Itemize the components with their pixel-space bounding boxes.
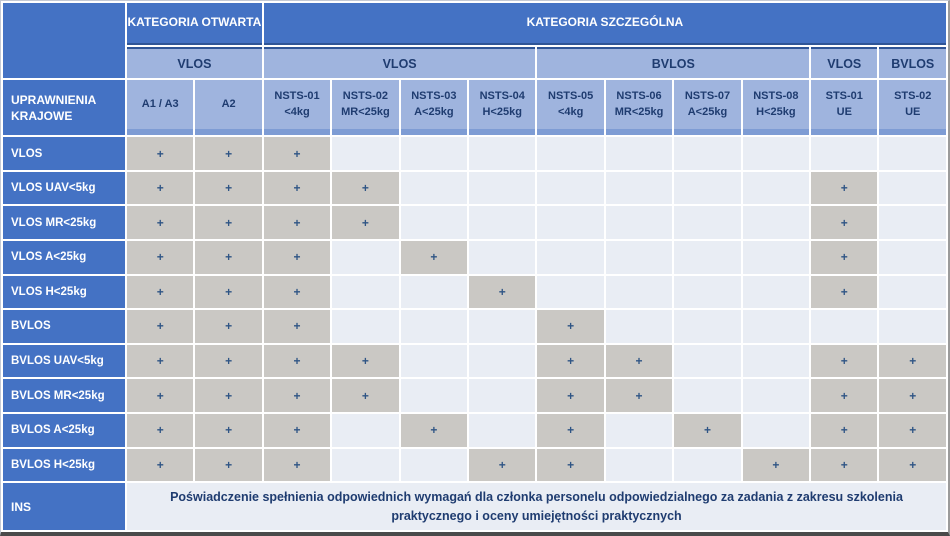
matrix-cell-granted: + [332, 172, 398, 205]
matrix-cell-granted: + [811, 449, 877, 482]
matrix-cell-empty [743, 379, 809, 412]
matrix-cell-granted: + [195, 206, 261, 239]
category-group-header: KATEGORIA SZCZEGÓLNA [264, 3, 946, 45]
table-row [3, 137, 946, 170]
column-code: NSTS-03 [411, 90, 457, 103]
ins-row-header: INS [3, 483, 125, 530]
matrix-cell-empty [879, 206, 946, 239]
matrix-cell-empty [674, 345, 740, 378]
matrix-cell-empty [401, 310, 467, 343]
table-row [3, 172, 946, 205]
matrix-cell-granted: + [537, 414, 603, 447]
matrix-cell-empty [537, 137, 603, 170]
matrix-cell-granted: + [811, 276, 877, 309]
column-code: NSTS-05 [548, 90, 594, 103]
matrix-cell-granted: + [195, 345, 261, 378]
table-row [3, 241, 946, 274]
matrix-cell-empty [743, 345, 809, 378]
matrix-cell-empty [743, 137, 809, 170]
matrix-cell-granted: + [264, 379, 330, 412]
matrix-cell-empty [469, 310, 535, 343]
matrix-cell-empty [606, 276, 672, 309]
matrix-cell-empty [401, 449, 467, 482]
matrix-cell-empty [401, 345, 467, 378]
matrix-cell-empty [879, 172, 946, 205]
matrix-cell-granted: + [127, 172, 193, 205]
matrix-cell-empty [674, 137, 740, 170]
matrix-cell-empty [879, 137, 946, 170]
matrix-cell-empty [469, 172, 535, 205]
column-header [811, 80, 877, 135]
column-code: A2 [221, 98, 236, 111]
matrix-cell-empty [537, 276, 603, 309]
row-header: BVLOS A<25kg [3, 414, 125, 447]
header-row-subgroups [3, 47, 946, 79]
matrix-cell-empty [332, 137, 398, 170]
matrix-cell-empty [332, 310, 398, 343]
matrix-cell-empty [606, 414, 672, 447]
matrix-cell-empty [332, 449, 398, 482]
matrix-cell-granted: + [879, 345, 946, 378]
matrix-cell-empty [401, 137, 467, 170]
matrix-cell-granted: + [401, 414, 467, 447]
matrix-cell-granted: + [811, 414, 877, 447]
matrix-cell-granted: + [264, 414, 330, 447]
column-subcode: A<25kg [687, 105, 728, 118]
matrix-cell-granted: + [811, 345, 877, 378]
corner-cell [3, 3, 125, 78]
matrix-cell-granted: + [195, 414, 261, 447]
matrix-cell-empty [674, 379, 740, 412]
matrix-cell-empty [537, 241, 603, 274]
column-code: NSTS-08 [753, 90, 799, 103]
matrix-cell-granted: + [264, 276, 330, 309]
row-header: VLOS [3, 137, 125, 170]
row-header: VLOS UAV<5kg [3, 172, 125, 205]
matrix-cell-granted: + [811, 172, 877, 205]
column-subcode: <4kg [557, 105, 584, 118]
column-header [127, 80, 193, 135]
matrix-cell-empty [332, 276, 398, 309]
matrix-cell-granted: + [127, 206, 193, 239]
matrix-cell-granted: + [195, 137, 261, 170]
matrix-cell-granted: + [127, 310, 193, 343]
column-code: NSTS-06 [616, 90, 662, 103]
header-row-columns [3, 80, 946, 135]
column-header [195, 80, 261, 135]
qualification-matrix-table [1, 1, 948, 532]
matrix-cell-granted: + [537, 379, 603, 412]
matrix-cell-granted: + [127, 379, 193, 412]
matrix-cell-granted: + [127, 276, 193, 309]
matrix-cell-granted: + [879, 414, 946, 447]
matrix-cell-empty [401, 206, 467, 239]
matrix-cell-granted: + [332, 379, 398, 412]
matrix-cell-granted: + [537, 310, 603, 343]
matrix-cell-granted: + [195, 449, 261, 482]
column-code: NSTS-04 [479, 90, 525, 103]
header-row-groups [3, 3, 946, 45]
matrix-cell-granted: + [127, 449, 193, 482]
matrix-cell-empty [879, 241, 946, 274]
column-subcode: UE [905, 105, 921, 118]
matrix-cell-empty [469, 414, 535, 447]
matrix-cell-empty [332, 241, 398, 274]
row-header: BVLOS [3, 310, 125, 343]
matrix-cell-empty [674, 172, 740, 205]
matrix-cell-empty [606, 449, 672, 482]
matrix-cell-granted: + [264, 241, 330, 274]
column-code: A1 / A3 [141, 98, 179, 111]
matrix-cell-empty [469, 241, 535, 274]
matrix-cell-empty [401, 379, 467, 412]
matrix-cell-empty [469, 206, 535, 239]
matrix-cell-empty [674, 449, 740, 482]
matrix-cell-empty [879, 310, 946, 343]
matrix-cell-granted: + [127, 414, 193, 447]
matrix-cell-empty [743, 276, 809, 309]
table-row [3, 379, 946, 412]
table-row [3, 414, 946, 447]
matrix-cell-empty [606, 137, 672, 170]
matrix-cell-granted: + [811, 241, 877, 274]
subgroup-header: VLOS [811, 47, 877, 79]
row-header: BVLOS H<25kg [3, 449, 125, 482]
matrix-cell-empty [606, 241, 672, 274]
column-code: NSTS-01 [274, 90, 320, 103]
matrix-cell-granted: + [264, 449, 330, 482]
subgroup-header: VLOS [264, 47, 536, 79]
matrix-cell-granted: + [332, 206, 398, 239]
matrix-cell-granted: + [264, 345, 330, 378]
matrix-cell-granted: + [127, 137, 193, 170]
table-row [3, 310, 946, 343]
matrix-cell-granted: + [606, 379, 672, 412]
column-header [401, 80, 467, 135]
matrix-cell-granted: + [264, 310, 330, 343]
matrix-cell-granted: + [195, 310, 261, 343]
matrix-cell-empty [606, 172, 672, 205]
row-header: VLOS A<25kg [3, 241, 125, 274]
matrix-cell-granted: + [401, 241, 467, 274]
column-subcode: MR<25kg [341, 105, 390, 118]
matrix-cell-empty [606, 206, 672, 239]
row-header: BVLOS MR<25kg [3, 379, 125, 412]
column-code: NSTS-07 [684, 90, 731, 103]
row-header: VLOS MR<25kg [3, 206, 125, 239]
row-header: VLOS H<25kg [3, 276, 125, 309]
matrix-cell-empty [674, 276, 740, 309]
row-axis-header: UPRAWNIENIA KRAJOWE [3, 80, 125, 135]
matrix-cell-empty [537, 206, 603, 239]
column-header [264, 80, 330, 135]
column-code: STS-02 [894, 90, 932, 103]
column-code: NSTS-02 [342, 90, 389, 103]
column-subcode: MR<25kg [614, 105, 664, 118]
matrix-cell-empty [674, 206, 740, 239]
matrix-cell-empty [401, 172, 467, 205]
matrix-cell-granted: + [195, 379, 261, 412]
matrix-cell-granted: + [332, 345, 398, 378]
matrix-cell-empty [674, 241, 740, 274]
table-row [3, 276, 946, 309]
column-code: STS-01 [825, 90, 863, 103]
matrix-cell-granted: + [127, 241, 193, 274]
column-subcode: H<25kg [482, 105, 522, 118]
column-subcode: A<25kg [414, 105, 454, 118]
matrix-cell-granted: + [674, 414, 740, 447]
column-header [674, 80, 740, 135]
matrix-cell-granted: + [743, 449, 809, 482]
row-header: BVLOS UAV<5kg [3, 345, 125, 378]
matrix-cell-granted: + [195, 241, 261, 274]
column-header [743, 80, 809, 135]
matrix-cell-empty [743, 206, 809, 239]
matrix-cell-empty [469, 137, 535, 170]
column-header [537, 80, 603, 135]
matrix-cell-granted: + [195, 172, 261, 205]
column-subcode: H<25kg [756, 105, 796, 118]
column-header [606, 80, 672, 135]
subgroup-header: BVLOS [879, 47, 946, 79]
matrix-cell-granted: + [195, 276, 261, 309]
category-group-header: KATEGORIA OTWARTA [127, 3, 262, 45]
ins-note: Poświadczenie spełnienia odpowiednich wymagań dla członka personelu odpowiedzialnego za zadania z zakresu szkolenia praktycznego i oceny umiejętności praktycznych [127, 483, 946, 530]
matrix-cell-empty [811, 137, 877, 170]
matrix-cell-empty [743, 241, 809, 274]
matrix-cell-empty [469, 379, 535, 412]
matrix-cell-empty [743, 310, 809, 343]
matrix-cell-empty [811, 310, 877, 343]
matrix-cell-empty [606, 310, 672, 343]
matrix-cell-granted: + [811, 206, 877, 239]
footer-row [3, 483, 946, 530]
matrix-cell-empty [743, 414, 809, 447]
matrix-cell-granted: + [264, 206, 330, 239]
column-subcode: UE [836, 105, 852, 118]
matrix-cell-empty [743, 172, 809, 205]
matrix-cell-granted: + [127, 345, 193, 378]
column-header [469, 80, 535, 135]
table-row [3, 449, 946, 482]
table-row [3, 345, 946, 378]
matrix-cell-empty [879, 276, 946, 309]
matrix-cell-granted: + [811, 379, 877, 412]
matrix-cell-empty [674, 310, 740, 343]
subgroup-header: BVLOS [537, 47, 809, 79]
column-header [332, 80, 398, 135]
matrix-cell-granted: + [879, 449, 946, 482]
matrix-cell-empty [537, 172, 603, 205]
table-row [3, 206, 946, 239]
matrix-cell-granted: + [264, 172, 330, 205]
matrix-cell-empty [332, 414, 398, 447]
column-subcode: <4kg [284, 105, 310, 118]
matrix-cell-granted: + [469, 449, 535, 482]
column-header [879, 80, 946, 135]
matrix-cell-granted: + [537, 449, 603, 482]
matrix-cell-empty [401, 276, 467, 309]
matrix-cell-granted: + [469, 276, 535, 309]
matrix-cell-granted: + [606, 345, 672, 378]
matrix-cell-empty [469, 345, 535, 378]
subgroup-header: VLOS [127, 47, 262, 79]
matrix-cell-granted: + [264, 137, 330, 170]
matrix-cell-granted: + [537, 345, 603, 378]
matrix-cell-granted: + [879, 379, 946, 412]
